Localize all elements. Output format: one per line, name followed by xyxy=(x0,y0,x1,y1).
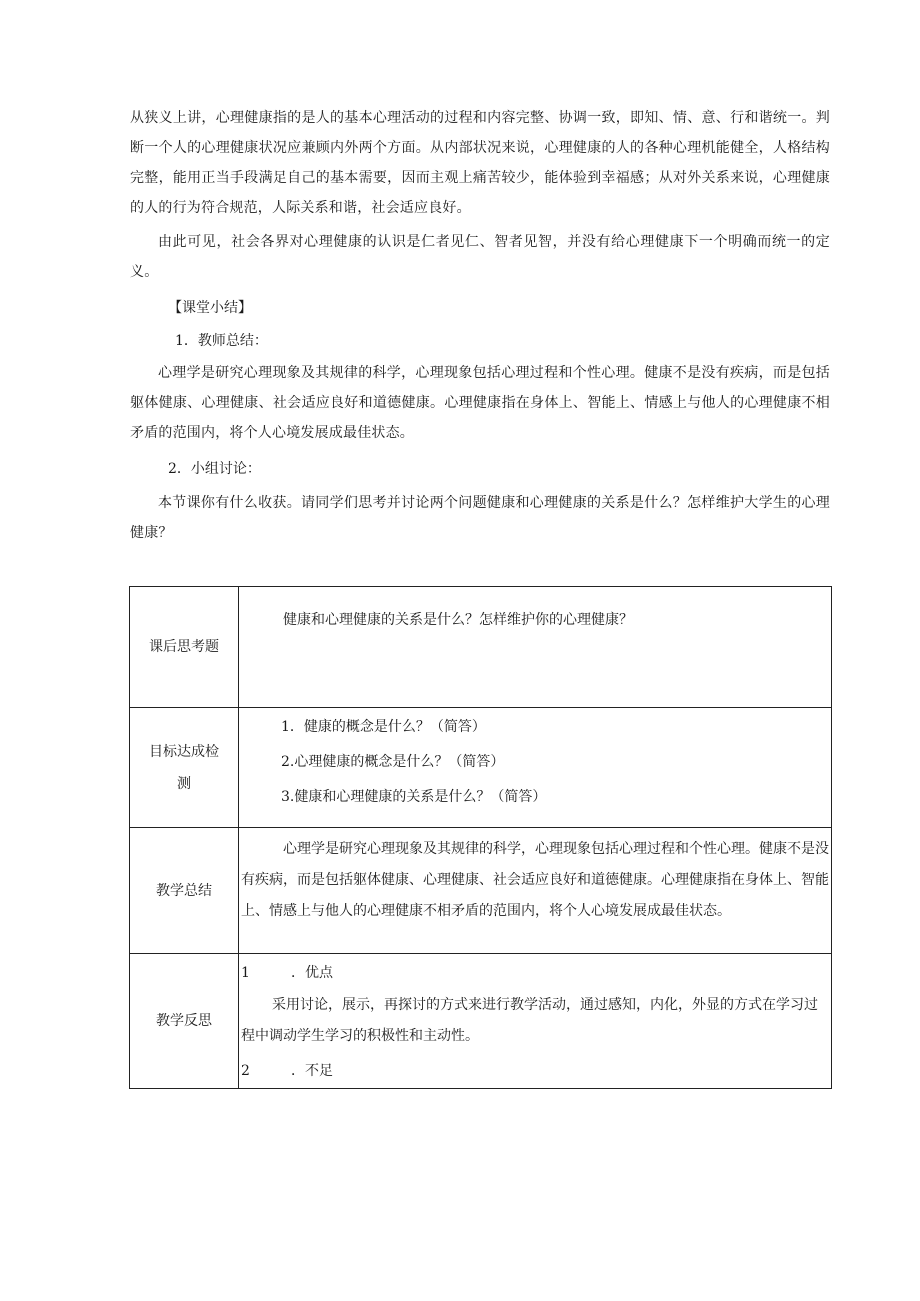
point-number: 1 xyxy=(241,965,250,981)
paragraph-teacher-summary: 心理学是研究心理现象及其规律的科学，心理现象包括心理过程和个性心理。健康不是没有疾病，而是包括躯体健康、心理健康、社会适应良好和道德健康。心理健康指在身体上、智能上、情感上与他人的心理健康不相矛盾的范围内，将个人心境发展成最佳状态。 xyxy=(130,365,830,441)
label-line: 目标达成检 xyxy=(149,743,219,760)
label-line: 测 xyxy=(177,775,191,792)
paragraph-discussion: 本节课你有什么收获。请同学们思考并讨论两个问题健康和心理健康的关系是什么？怎样维护大学生的心理健康？ xyxy=(130,495,830,541)
table-row xyxy=(130,587,832,708)
row-content-homework-questions xyxy=(239,587,832,708)
paragraph-narrow-definition: 从狭义上讲，心理健康指的是人的基本心理活动的过程和内容完整、协调一致，即知、情、意、行和谐统一。判断一个人的心理健康状况应兼顾内外两个方面。从内部状况来说，心理健康的人的各种心理机能健全，人格结构完整，能用正当手段满足自己的基本需要，因而主观上痛苦较少，能体验到幸福感；从对外关系来说，心理健康的人的行为符合规范，人际关系和谐，社会适应良好。 xyxy=(130,110,830,216)
row-content-goal-check xyxy=(239,708,832,828)
reflection-point-strengths xyxy=(241,954,829,990)
lesson-summary-table xyxy=(129,586,832,1089)
teaching-summary-text: 心理学是研究心理现象及其规律的科学，心理现象包括心理过程和个性心理。健康不是没有疾病，而是包括躯体健康、心理健康、社会适应良好和道德健康。心理健康指在身体上、智能上、情感上与他人的心理健康不相矛盾的范围内，将个人心境发展成最佳状态。 xyxy=(241,841,829,919)
reflection-point-weaknesses xyxy=(241,1052,829,1088)
paragraph-conclusion: 由此可见，社会各界对心理健康的认识是仁者见仁、智者见智，并没有给心理健康下一个明确而统一的定义。 xyxy=(130,234,830,280)
row-label-teaching-summary: 教学总结 xyxy=(130,828,239,954)
item-group-discussion: 2．小组讨论： xyxy=(168,461,261,477)
check-question: 2.心理健康的概念是什么？（简答） xyxy=(281,754,505,770)
row-label-teaching-reflection: 教学反思 xyxy=(130,954,239,1089)
row-content-teaching-reflection xyxy=(239,954,832,1089)
row-label-goal-check xyxy=(130,708,239,828)
point-number: 2 xyxy=(241,1063,250,1079)
homework-question: 健康和心理健康的关系是什么？怎样维护你的心理健康？ xyxy=(283,612,633,628)
point-title: ．优点 xyxy=(291,965,333,981)
section-heading-class-summary: 【课堂小结】 xyxy=(168,300,252,316)
row-label-homework-questions: 课后思考题 xyxy=(130,587,239,708)
check-question: 3.健康和心理健康的关系是什么？（简答） xyxy=(281,789,547,805)
table-row xyxy=(130,954,832,1089)
table-row xyxy=(130,828,832,954)
check-question: 1．健康的概念是什么？（简答） xyxy=(281,719,486,735)
row-content-teaching-summary xyxy=(239,828,832,954)
table-row xyxy=(130,708,832,828)
reflection-detail: 采用讨论，展示，再探讨的方式来进行教学活动，通过感知，内化，外显的方式在学习过程中调动学生学习的积极性和主动性。 xyxy=(241,997,818,1044)
point-title: ．不足 xyxy=(291,1063,333,1079)
item-teacher-summary: 1．教师总结： xyxy=(175,333,268,349)
